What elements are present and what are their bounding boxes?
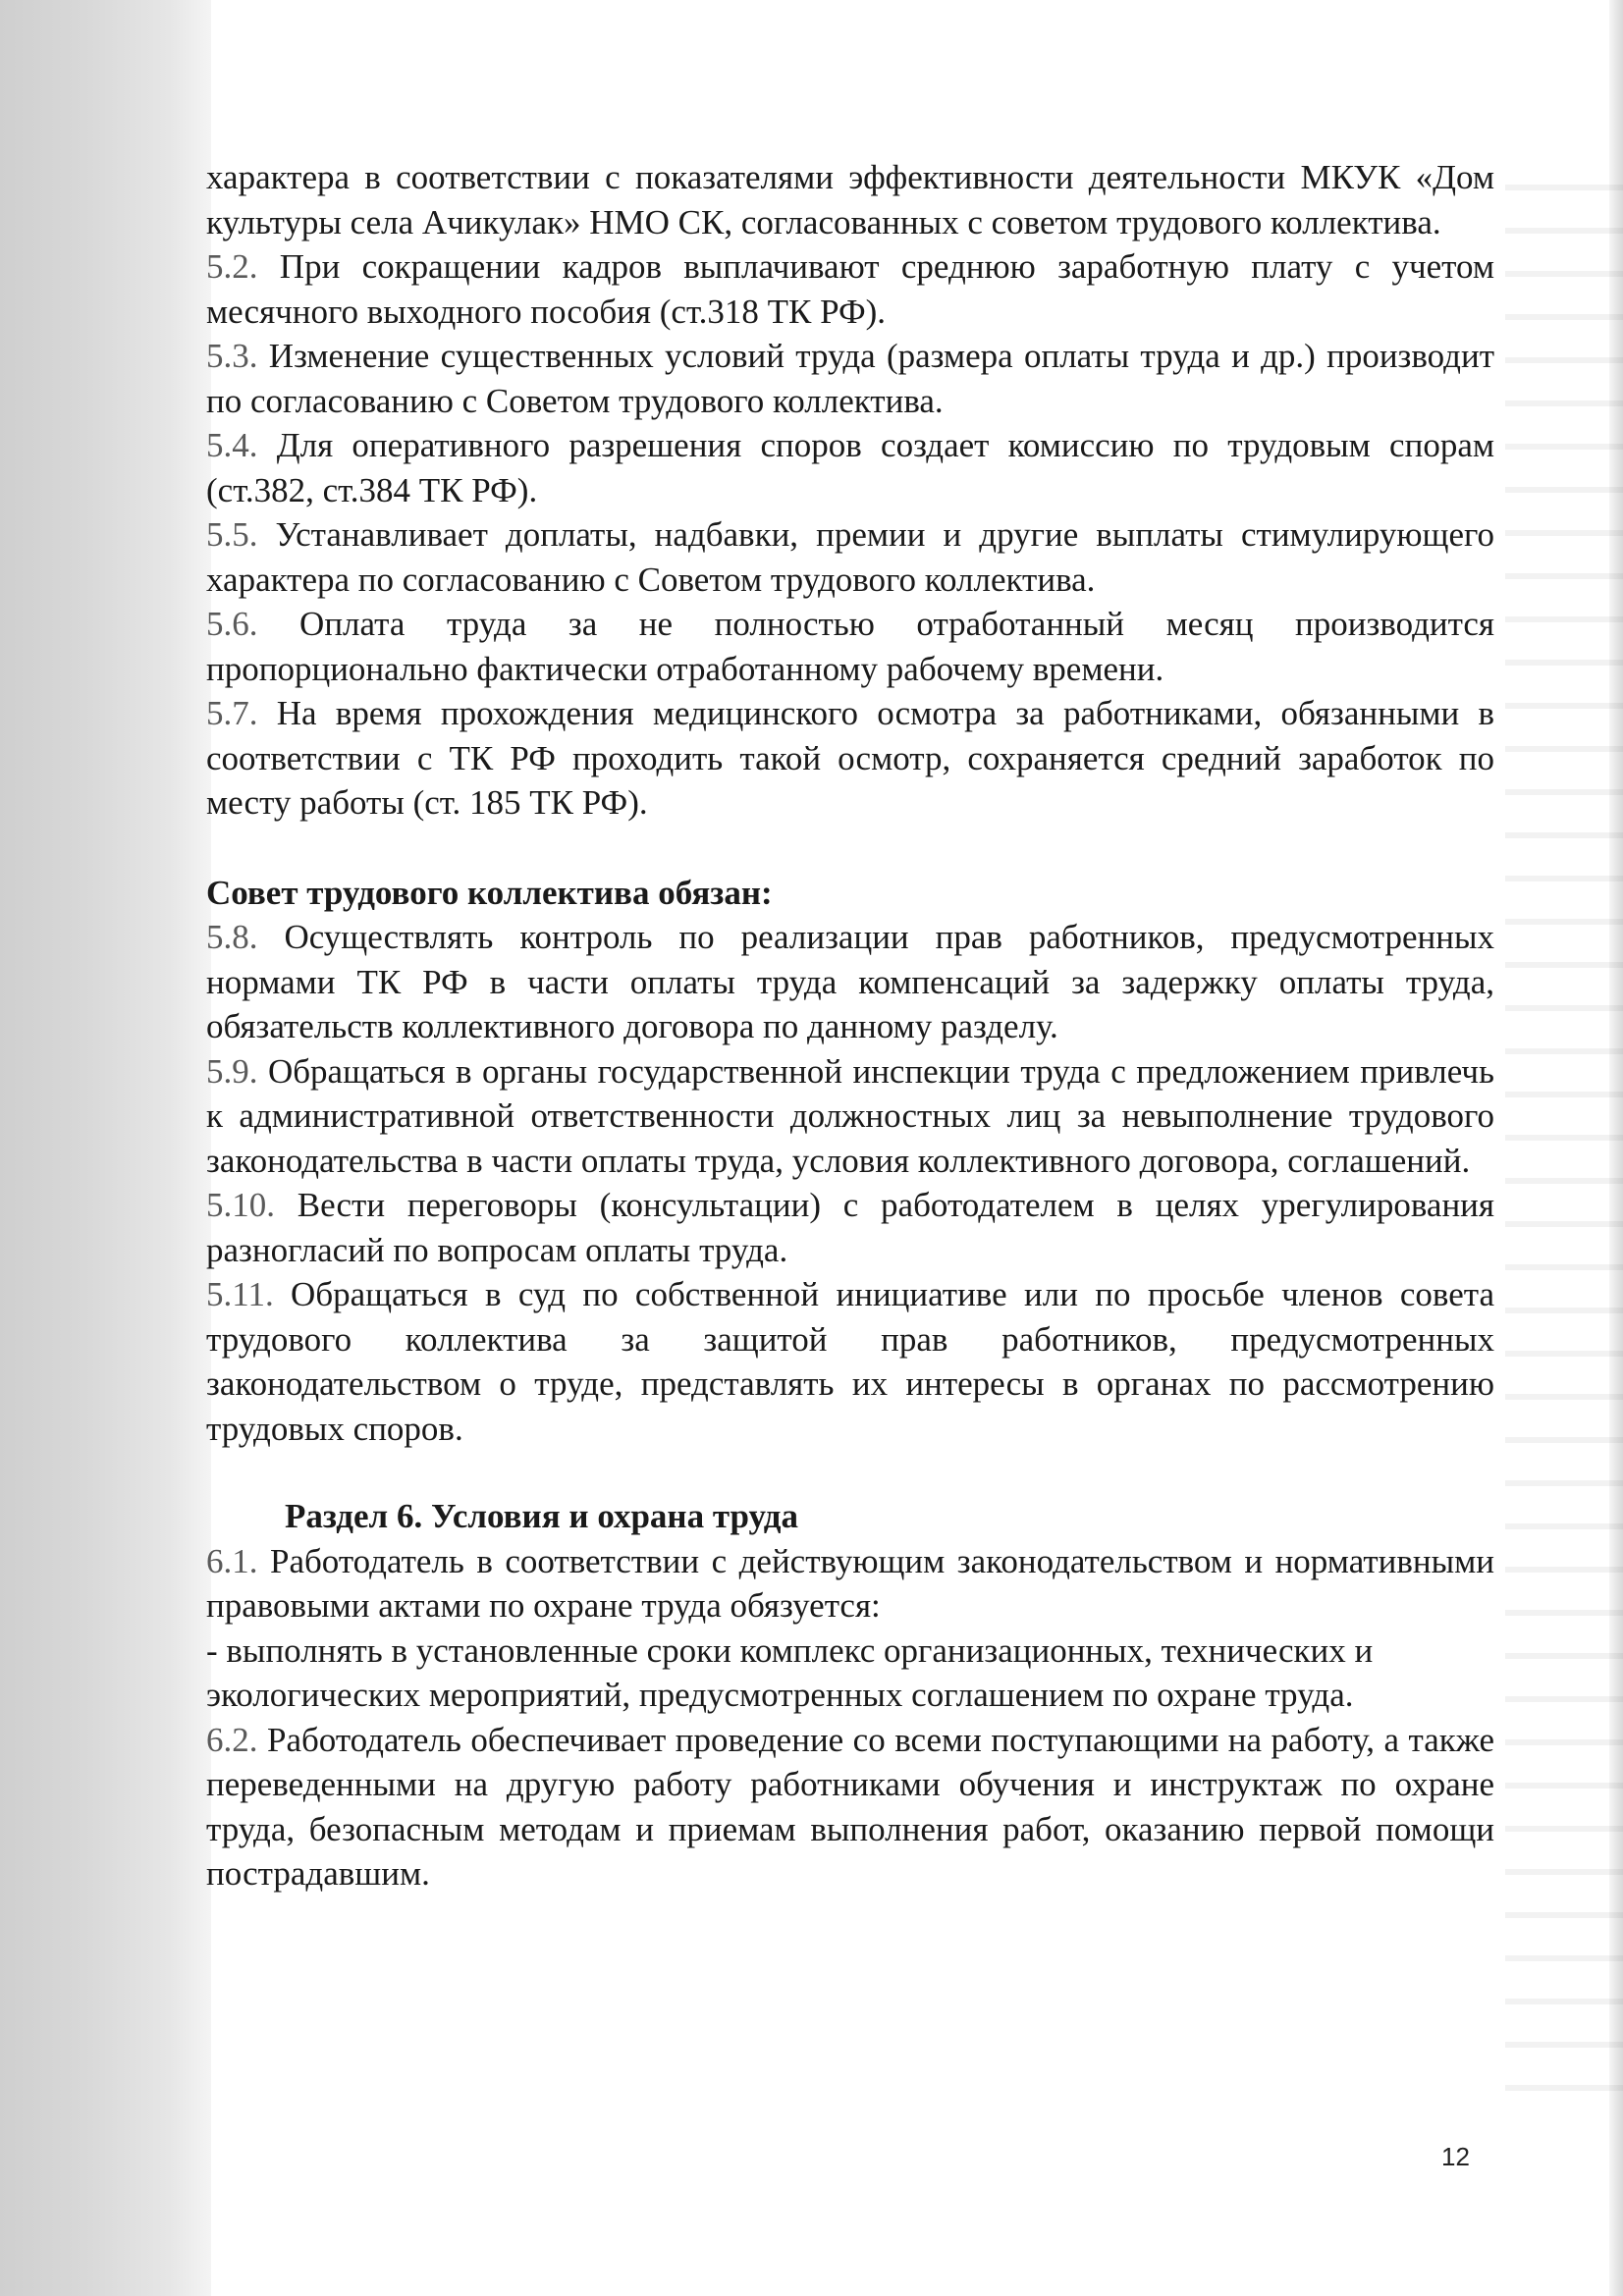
clause-text: При сокращении кадров выплачивают среднюю заработную плату с учетом месячного выходного пособия (ст.318 ТК РФ). [206,247,1495,331]
clause-text: Работодатель обеспечивает проведение со всеми поступающими на работу, а также переведенными на другую работу работниками обучения и инструктаж по охране труда, безопасным методам и приемам выполнения работ, оказанию первой помощи пострадавшим. [206,1720,1494,1893]
document-body [206,155,1494,1896]
clause-number: 5.10. [206,1186,275,1224]
paragraph-continuation [206,155,1494,244]
clause-number: 6.1. [206,1541,258,1580]
scan-shadow-left [0,0,211,2296]
clause-number: 5.9. [206,1051,258,1091]
spacer [206,1451,1494,1494]
clause-number: 5.4. [206,426,258,464]
clause-5-5 [206,512,1494,602]
clause-number: 6.2. [206,1720,258,1759]
paragraph-text: характера в соответствии с показателями эффективности деятельности МКУК «Дом культуры села Ачикулак» НМО СК, согласованных с советом трудового коллектива. [206,158,1494,241]
clause-5-3 [206,334,1494,423]
spacer [206,826,1494,871]
clause-text: Оплата труда за не полностью отработанный месяц производится пропорционально фактически отработанному рабочему времени. [206,605,1494,688]
clause-number: 5.8. [206,918,258,956]
clause-text: На время прохождения медицинского осмотра за работниками, обязанными в соответствии с ТК РФ проходить такой осмотр, сохраняется средний заработок по месту работы (ст. 185 ТК РФ). [206,694,1494,822]
clause-number: 5.3. [206,337,258,375]
clause-5-8 [206,915,1494,1049]
clause-text: Устанавливает доплаты, надбавки, премии и другие выплаты стимулирующего характера по согласованию с Советом трудового коллектива. [206,515,1495,599]
clause-number: 5.5. [206,515,258,554]
list-item: - выполнять в установленные сроки комплекс организационных, технических и экологических мероприятий, предусмотренных соглашением по охране труда. [206,1630,1374,1714]
bleed-through-text [1505,147,1623,2110]
clause-text: Для оперативного разрешения споров создает комиссию по трудовым спорам (ст.382, ст.384 ТК РФ). [206,426,1495,509]
clause-5-6 [206,602,1494,691]
clause-number: 5.2. [206,247,258,286]
clause-number: 5.6. [206,605,258,643]
clause-6-1 [206,1539,1494,1629]
clause-text: Осуществлять контроль по реализации прав работников, предусмотренных нормами ТК РФ в части оплаты труда компенсаций за задержку оплаты труда, обязательств коллективного договора по данному разделу. [206,918,1494,1045]
clause-6-2 [206,1718,1494,1896]
section-title: Раздел 6. Условия и охрана труда [285,1497,798,1535]
clause-text: Вести переговоры (консультации) с работодателем в целях урегулирования разногласий по вопросам оплаты труда. [206,1186,1495,1269]
clause-number: 5.11. [206,1275,274,1313]
clause-5-10 [206,1183,1494,1272]
clause-text: Изменение существенных условий труда (размера оплаты труда и др.) производит по согласованию с Советом трудового коллектива. [206,337,1494,420]
clause-5-7 [206,691,1494,826]
council-heading: Совет трудового коллектива обязан: [206,873,773,912]
clause-5-9 [206,1049,1494,1184]
clause-5-4 [206,423,1494,512]
clause-number: 5.7. [206,694,258,732]
clause-5-2 [206,244,1494,334]
clause-5-11 [206,1272,1494,1451]
clause-text: Обращаться в суд по собственной инициативе или по просьбе членов совета трудового коллектива за защитой прав работников, предусмотренных законодательством о труде, представлять их интересы в органах по рассмотрению трудовых споров. [206,1275,1495,1448]
page-number: 12 [1441,2142,1470,2171]
clause-text: Работодатель в соответствии с действующим законодательством и нормативными правовыми актами по охране труда обязуется: [206,1541,1494,1625]
clause-text: Обращаться в органы государственной инспекции труда с предложением привлечь к административной ответственности должностных лиц за невыполнение трудового законодательства в части оплаты труда, условия коллективного договора, соглашений. [206,1051,1494,1180]
